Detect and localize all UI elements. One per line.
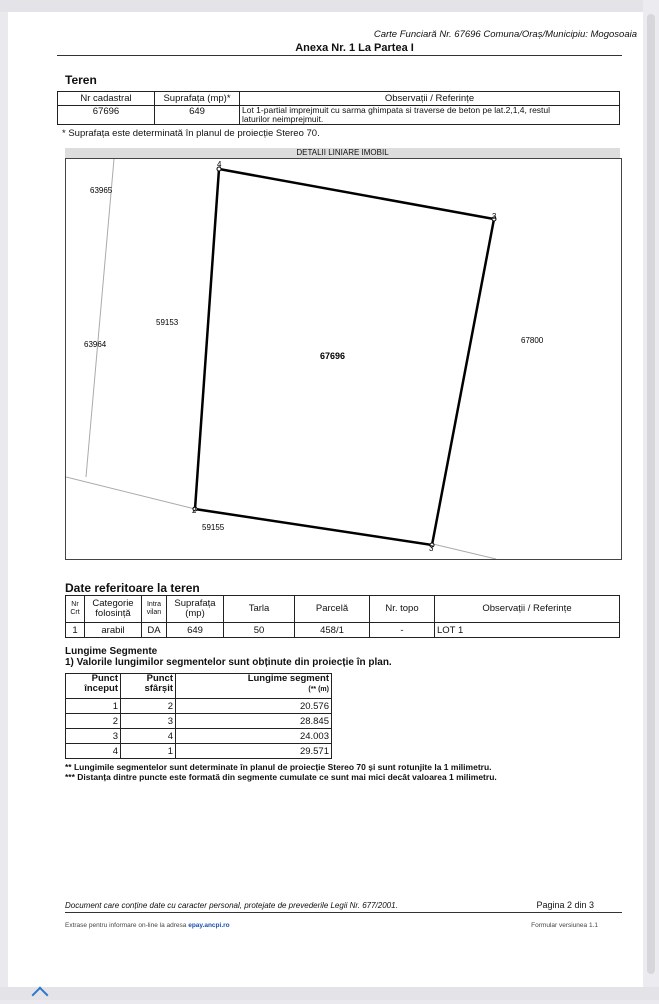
annex-title: Anexa Nr. 1 La Partea I bbox=[295, 42, 414, 54]
page-number: Pagina 2 din 3 bbox=[536, 900, 594, 910]
neighbor-boundary-southwest bbox=[66, 477, 195, 509]
cell-start: 4 bbox=[66, 744, 121, 759]
footer-extras-row bbox=[65, 922, 622, 929]
col-punct-inceput: Punct început bbox=[66, 674, 121, 699]
teren-table bbox=[57, 91, 620, 125]
epay-link[interactable]: epay.ancpi.ro bbox=[188, 922, 230, 929]
col-lungime-unit: (** (m) bbox=[308, 686, 329, 693]
vertex-label-3: 3 bbox=[492, 212, 497, 221]
cell-suprafata-mp: 649 bbox=[167, 623, 224, 638]
scroll-up-icon[interactable] bbox=[32, 987, 49, 1004]
table-row bbox=[66, 623, 620, 638]
table-row bbox=[66, 729, 332, 744]
vertex-label-4: 4 bbox=[217, 160, 222, 169]
col-suprafata-mp: Suprafața (mp) bbox=[167, 596, 224, 623]
header-divider bbox=[57, 55, 622, 56]
neighbor-label-63964: 63964 bbox=[84, 340, 107, 349]
col-parcela: Parcelă bbox=[295, 596, 370, 623]
lungime-table bbox=[65, 673, 332, 759]
neighbor-boundary-southeast bbox=[433, 544, 496, 559]
map-header: DETALII LINIARE IMOBIL bbox=[65, 148, 620, 158]
vertex-label-2: 2 bbox=[192, 506, 197, 515]
date-teren-title: Date referitoare la teren bbox=[65, 581, 200, 595]
col-observatii-teren: Observații / Referințe bbox=[435, 596, 620, 623]
col-nr-cadastral: Nr cadastral bbox=[58, 92, 155, 106]
lungime-subtitle: 1) Valorile lungimilor segmentelor sunt obținute din proiecție în plan. bbox=[65, 657, 392, 668]
parcel-label: 67696 bbox=[320, 351, 346, 361]
col-nr-crt: Nr Crt bbox=[66, 596, 85, 623]
cell-end: 4 bbox=[121, 729, 176, 744]
col-observatii: Observații / Referințe bbox=[240, 92, 620, 106]
lungime-notes bbox=[65, 762, 497, 782]
cell-parcela: 458/1 bbox=[295, 623, 370, 638]
cell-categorie: arabil bbox=[85, 623, 142, 638]
footer-disclaimer-row bbox=[65, 901, 622, 910]
neighbor-boundary-west bbox=[86, 159, 114, 477]
vertex-label-3-bottom: 3 bbox=[429, 544, 434, 553]
col-punct-sfarsit: Punct sfârșit bbox=[121, 674, 176, 699]
cell-suprafata: 649 bbox=[155, 106, 240, 125]
col-intravilan: Intra vilan bbox=[142, 596, 167, 623]
cell-nr-crt: 1 bbox=[66, 623, 85, 638]
neighbor-label-63965: 63965 bbox=[90, 186, 113, 195]
parcel-drawing bbox=[66, 159, 621, 559]
top-bar bbox=[0, 0, 659, 12]
note-rounding: ** Lungimile segmentelor sunt determinate în planul de proiecție Stereo 70 și sunt rotunjite la 1 milimetru. bbox=[65, 762, 492, 772]
table-row bbox=[66, 744, 332, 759]
cell-length: 20.576 bbox=[176, 699, 332, 714]
observatii-line-2: laturilor neimprejmuit. bbox=[242, 114, 324, 124]
lungime-title: Lungime Segmente bbox=[65, 646, 158, 657]
cell-intravilan: DA bbox=[142, 623, 167, 638]
cell-nr-topo: - bbox=[370, 623, 435, 638]
table-row bbox=[66, 699, 332, 714]
extras-text: Extrase pentru informare on-line la adresa bbox=[65, 922, 189, 929]
bottom-bar bbox=[0, 987, 659, 1000]
col-categorie: Categorie folosință bbox=[85, 596, 142, 623]
cell-length: 29.571 bbox=[176, 744, 332, 759]
col-tarla: Tarla bbox=[224, 596, 295, 623]
col-lungime-label: Lungime segment bbox=[247, 673, 329, 684]
parcel-map bbox=[65, 148, 622, 560]
date-teren-table bbox=[65, 595, 620, 638]
footer-divider bbox=[65, 912, 622, 913]
scrollbar-thumb[interactable] bbox=[647, 14, 655, 974]
cell-observatii-teren: LOT 1 bbox=[435, 623, 620, 638]
note-distance: *** Distanța dintre puncte este formată din segmente cumulate ce sunt mai mici decât valoarea 1 milimetru. bbox=[65, 772, 497, 782]
lungime-section bbox=[65, 646, 392, 668]
observatii-line-1: Lot 1-partial imprejmuit cu sarma ghimpata si traverse de beton pe lat.2,1,4, restul bbox=[242, 105, 551, 115]
col-lungime-segment bbox=[176, 674, 332, 699]
cell-end: 3 bbox=[121, 714, 176, 729]
cell-nr-cadastral: 67696 bbox=[58, 106, 155, 125]
suprafata-footnote: * Suprafața este determinată în planul de proiecție Stereo 70. bbox=[62, 128, 320, 139]
neighbor-label-67800: 67800 bbox=[521, 336, 544, 345]
cell-length: 24.003 bbox=[176, 729, 332, 744]
neighbor-label-59153: 59153 bbox=[156, 318, 179, 327]
col-nr-topo: Nr. topo bbox=[370, 596, 435, 623]
cell-start: 1 bbox=[66, 699, 121, 714]
form-version: Formular versiunea 1.1 bbox=[531, 922, 598, 929]
carte-funciara-header: Carte Funciară Nr. 67696 Comuna/Oraș/Municipiu: Mogosoaia bbox=[373, 29, 637, 40]
neighbor-label-59155: 59155 bbox=[202, 523, 225, 532]
cell-start: 3 bbox=[66, 729, 121, 744]
vertical-scrollbar[interactable] bbox=[643, 0, 659, 1000]
col-suprafata: Suprafața (mp)* bbox=[155, 92, 240, 106]
table-row bbox=[66, 714, 332, 729]
cell-tarla: 50 bbox=[224, 623, 295, 638]
teren-title: Teren bbox=[65, 73, 97, 87]
cell-end: 2 bbox=[121, 699, 176, 714]
cell-observatii bbox=[240, 106, 620, 125]
map-frame bbox=[65, 158, 622, 560]
cell-length: 28.845 bbox=[176, 714, 332, 729]
cell-start: 2 bbox=[66, 714, 121, 729]
cell-end: 1 bbox=[121, 744, 176, 759]
footer-disclaimer: Document care conține date cu caracter personal, protejate de prevederile Legii Nr. 677/2001. bbox=[65, 901, 398, 910]
